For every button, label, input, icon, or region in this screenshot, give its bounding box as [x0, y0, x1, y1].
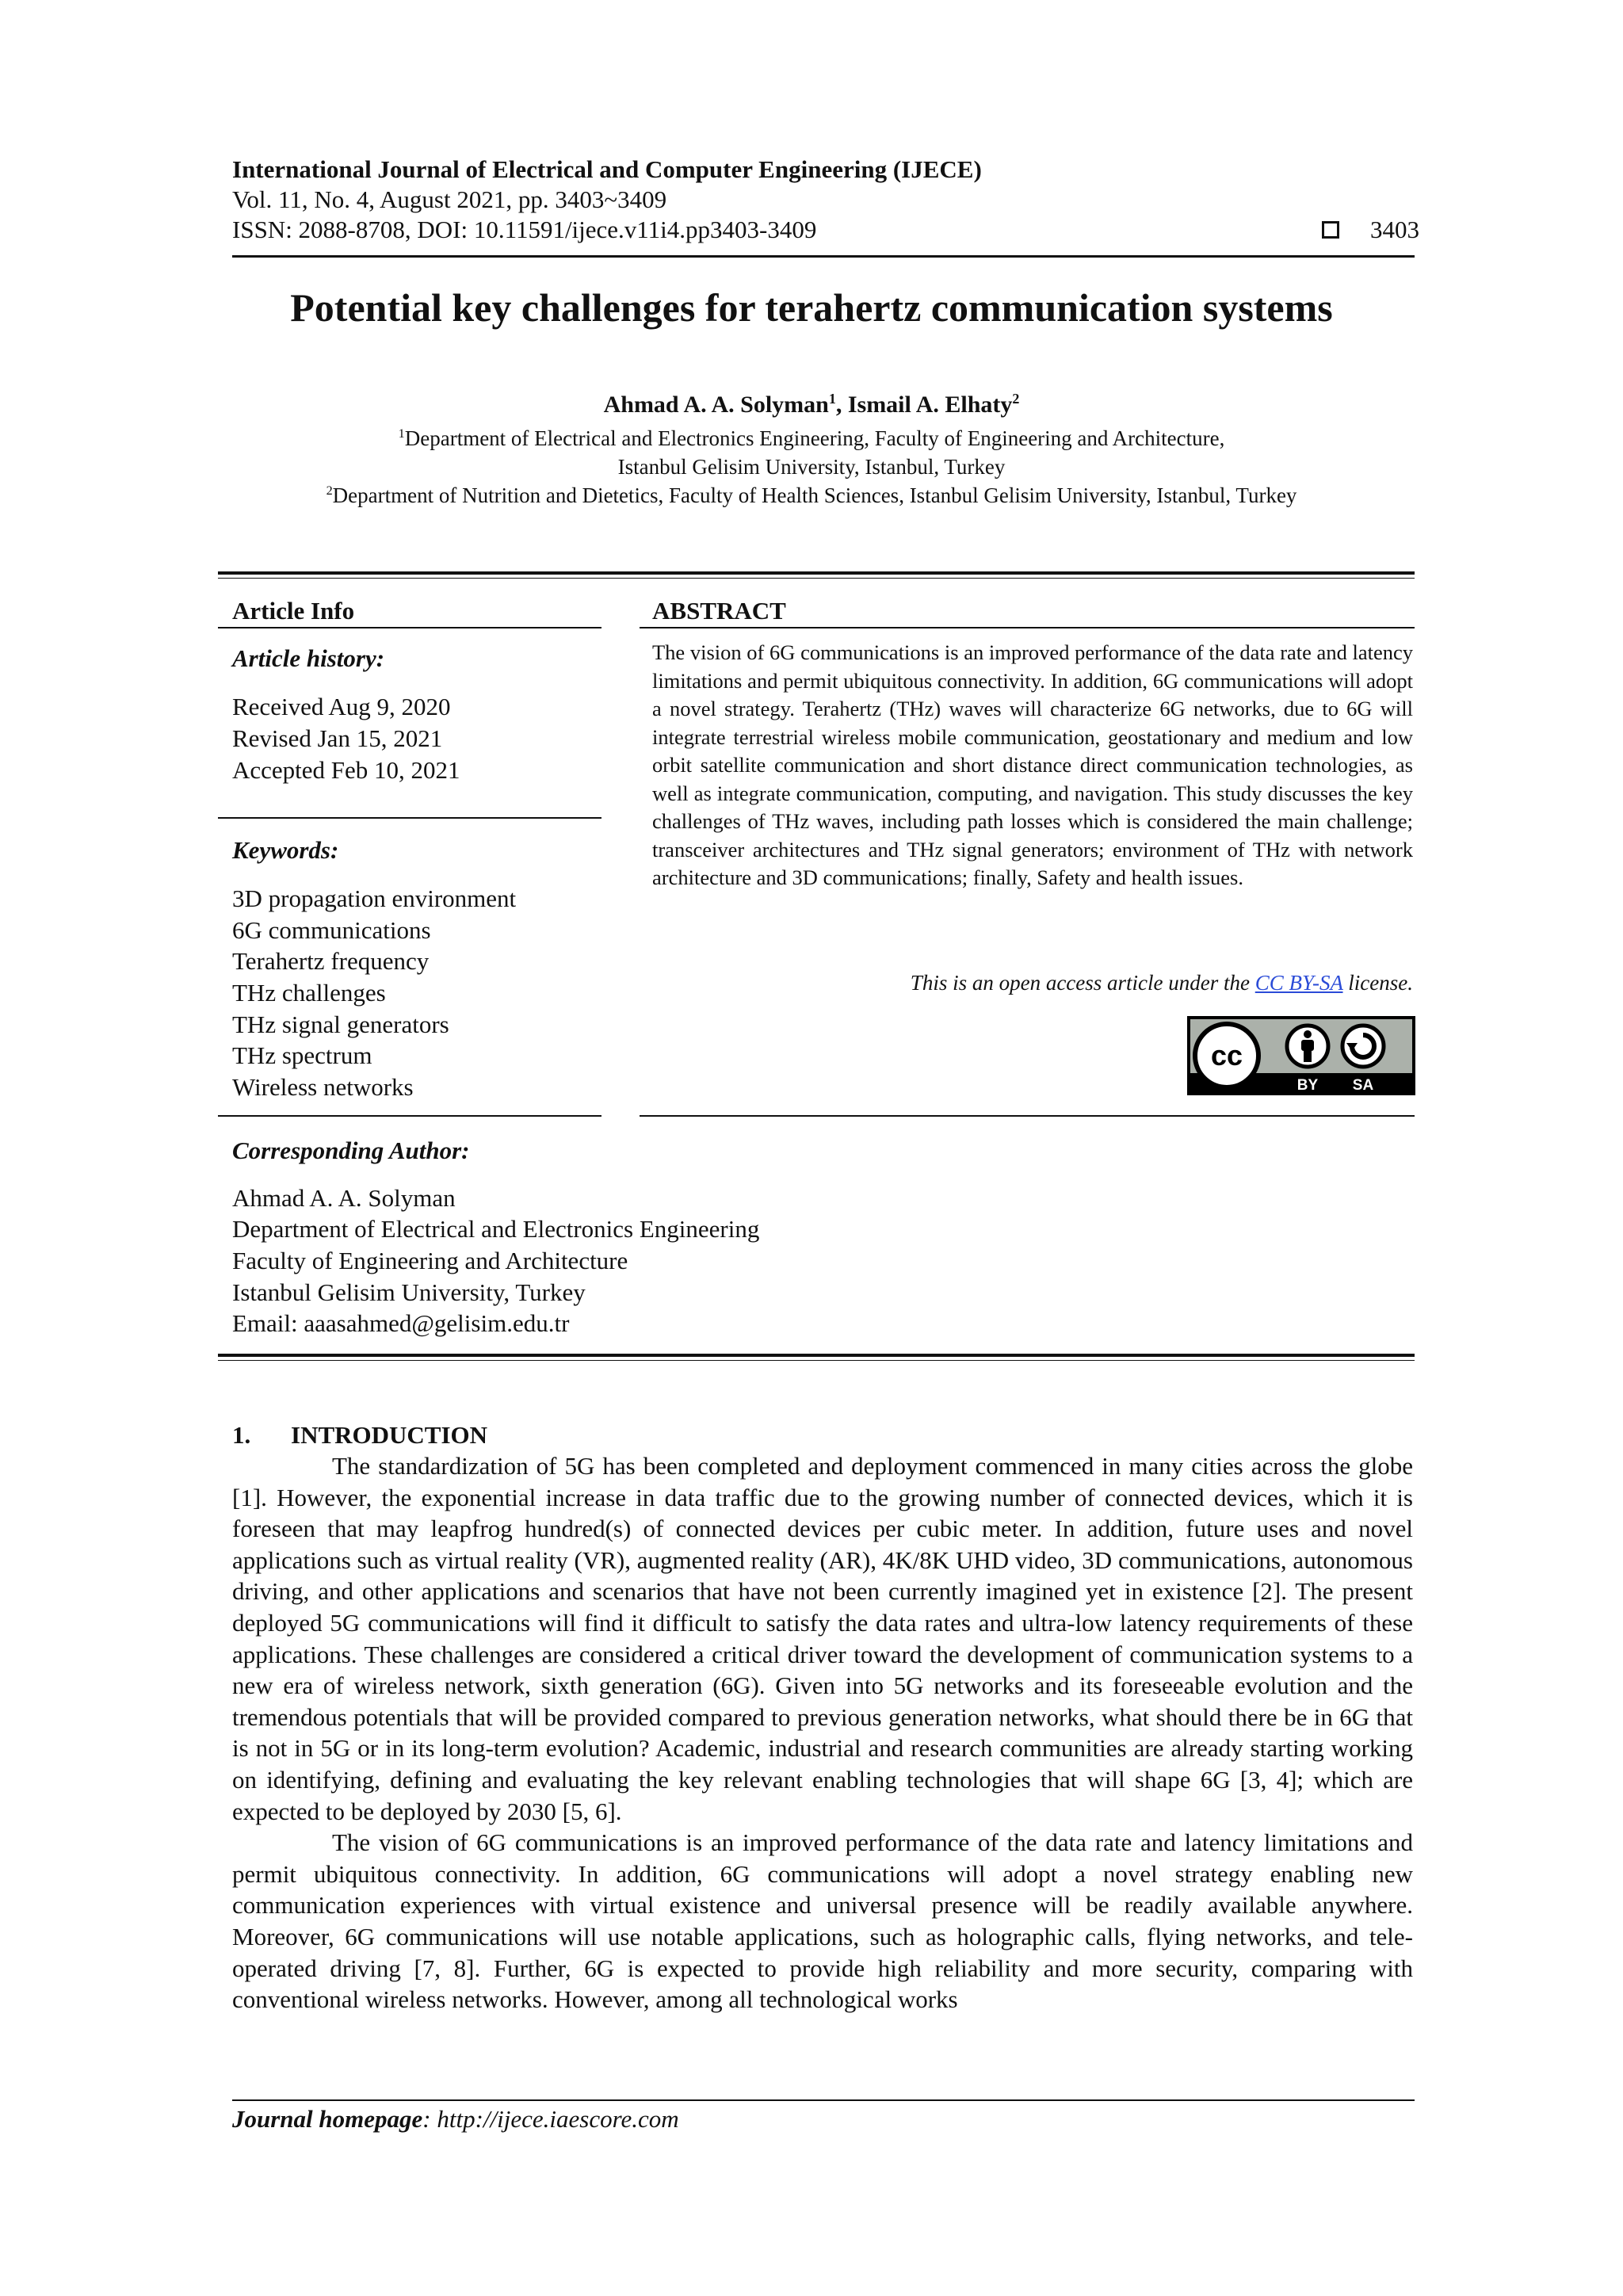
author-name: Ismail A. Elhaty	[847, 392, 1013, 418]
homepage-url[interactable]: http://ijece.iaescore.com	[437, 2105, 679, 2133]
license-suffix: license.	[1342, 971, 1413, 995]
keywords-divider	[218, 1115, 601, 1117]
author-separator: ,	[835, 392, 848, 418]
section-divider-bottom-thin	[218, 1360, 1415, 1361]
intro-paragraph: The standardization of 5G has been completed and deployment commenced in many cities across the globe [1]. However, the exponential increase in data traffic due to the growing number of connected devices, which it is foreseen that may leapfrog hundred(s) of connected devices per cubic meter. In addition, future uses and novel applications such as virtual reality (VR), augmented reality (AR), 4K/8K UHD video, 3D communications, autonomous driving, and other applications and scenarios that have not been currently imagined yet in existence [2]. The present deployed 5G communications will find it difficult to satisfy the data rates and ultra-low latency requirements of these applications. These challenges are considered a critical driver toward the development of communication systems to a new era of wireless network, sixth generation (6G). Given into 5G networks and its foreseeable evolution and the tremendous potentials that will be provided compared to previous generation networks, what should there be in 6G that is not in 5G or in its long-term evolution? Academic, industrial and research communities are already starting working on identifying, defining and evaluating the key relevant enabling technologies that will shape 6G [3, 4]; which are expected to be deployed by 2030 [5, 6].	[232, 1452, 1413, 1825]
history-divider	[218, 817, 601, 819]
affiliation-sup: 1	[398, 426, 405, 441]
affiliation-line: Department of Electrical and Electronics Engineering, Faculty of Engineering and Architecture,	[404, 426, 1225, 450]
intro-paragraph: The vision of 6G communications is an improved performance of the data rate and latency limitations and permit ubiquitous connectivity. In addition, 6G communications will adopt a novel strategy enabling new communication experiences with virtual existence and universal presence will be readily available anywhere. Moreover, 6G communications will use notable applications, such as holographic calls, flying networks, and tele-operated driving [7, 8]. Further, 6G is expected to provide high reliability and more security, comparing with conventional wireless networks. However, among all technological works	[232, 1828, 1413, 2014]
affiliation-2	[0, 482, 1623, 509]
journal-volume: Vol. 11, No. 4, August 2021, pp. 3403~3409	[232, 185, 667, 213]
corresponding-university: Istanbul Gelisim University, Turkey	[232, 1278, 586, 1306]
paper-title: Potential key challenges for terahertz communication systems	[290, 285, 1333, 330]
footer-divider	[232, 2099, 1415, 2101]
history-accepted: Accepted Feb 10, 2021	[232, 756, 460, 784]
corresponding-heading: Corresponding Author:	[232, 1137, 470, 1164]
square-box-icon	[1322, 221, 1339, 239]
badge-sa-label: SA	[1352, 1077, 1374, 1094]
homepage-separator: :	[422, 2105, 437, 2133]
keyword-item: Wireless networks	[232, 1073, 414, 1101]
abstract-rule	[640, 627, 1415, 628]
license-link[interactable]: CC BY-SA	[1254, 971, 1343, 995]
article-info-heading: Article Info	[232, 597, 355, 625]
keywords-heading: Keywords:	[232, 836, 339, 864]
keyword-item: THz challenges	[232, 979, 386, 1007]
keyword-item: 3D propagation environment	[232, 884, 517, 912]
journal-homepage	[232, 2104, 679, 2134]
abstract-bottom-divider	[640, 1115, 1415, 1117]
author-name: Ahmad A. A. Solyman	[603, 392, 829, 418]
affiliation-sup: 2	[326, 483, 333, 498]
cc-label: cc	[1210, 1039, 1243, 1072]
corresponding-name: Ahmad A. A. Solyman	[232, 1184, 456, 1212]
article-info-rule	[218, 627, 601, 628]
license-line	[652, 968, 1413, 997]
abstract-text	[652, 639, 1413, 892]
history-revised: Revised Jan 15, 2021	[232, 724, 443, 752]
author-sup: 2	[1012, 391, 1020, 407]
keyword-item: Terahertz frequency	[232, 947, 430, 975]
journal-issn: ISSN: 2088-8708, DOI: 10.11591/ijece.v11i4.pp3403-3409	[232, 216, 817, 243]
share-alike-icon	[1342, 1026, 1384, 1067]
homepage-label: Journal homepage	[232, 2105, 423, 2133]
history-received: Received Aug 9, 2020	[232, 693, 451, 720]
author-list	[0, 390, 1623, 420]
keyword-item: 6G communications	[232, 916, 431, 944]
section-divider-top	[218, 571, 1415, 575]
author-sup: 1	[828, 391, 836, 407]
page-number: 3403	[1370, 216, 1419, 243]
article-history-heading: Article history:	[232, 644, 385, 672]
affiliation-1	[0, 425, 1623, 452]
license-prefix: This is an open access article under the	[910, 971, 1255, 995]
person-icon	[1287, 1026, 1328, 1067]
cc-badge-graphic	[1187, 1016, 1415, 1095]
affiliation-1-cont: Istanbul Gelisim University, Istanbul, Turkey	[617, 455, 1006, 479]
journal-name: International Journal of Electrical and Computer Engineering (IJECE)	[232, 155, 982, 183]
keyword-item: THz signal generators	[232, 1010, 449, 1038]
abstract-heading: ABSTRACT	[652, 597, 786, 625]
cc-icon	[1195, 1024, 1258, 1087]
section-divider-bottom	[218, 1354, 1415, 1357]
intro-body	[232, 1450, 1413, 2015]
corresponding-email: Email: aaasahmed@gelisim.edu.tr	[232, 1309, 570, 1337]
intro-heading: INTRODUCTION	[291, 1421, 488, 1449]
cc-by-sa-badge[interactable]	[1187, 1016, 1415, 1095]
intro-number: 1.	[232, 1421, 251, 1449]
corresponding-dept: Department of Electrical and Electronics Engineering	[232, 1215, 760, 1243]
section-divider-top-thin	[218, 578, 1415, 579]
affiliation-line: Department of Nutrition and Dietetics, Faculty of Health Sciences, Istanbul Gelisim University, Istanbul, Turkey	[332, 483, 1297, 507]
keyword-item: THz spectrum	[232, 1041, 372, 1069]
corresponding-faculty: Faculty of Engineering and Architecture	[232, 1247, 628, 1274]
abstract-paragraph: The vision of 6G communications is an improved performance of the data rate and latency limitations and permit ubiquitous connectivity. In addition, 6G communications will adopt a novel strategy. Terahertz (THz) waves will characterize 6G networks, due to 6G will integrate terrestrial wireless mobile communication, geostationary and medium and low orbit satellite communication and short distance direct communication technologies, as well as integrate communication, computing, and navigation. This study discusses the key challenges of THz waves, including path losses which is considered the main challenge; transceiver architectures and THz signal generators; environment of THz with network architecture and 3D communications; finally, Safety and health issues.	[652, 640, 1413, 889]
header-divider	[232, 255, 1415, 258]
badge-by-label: BY	[1296, 1077, 1319, 1094]
